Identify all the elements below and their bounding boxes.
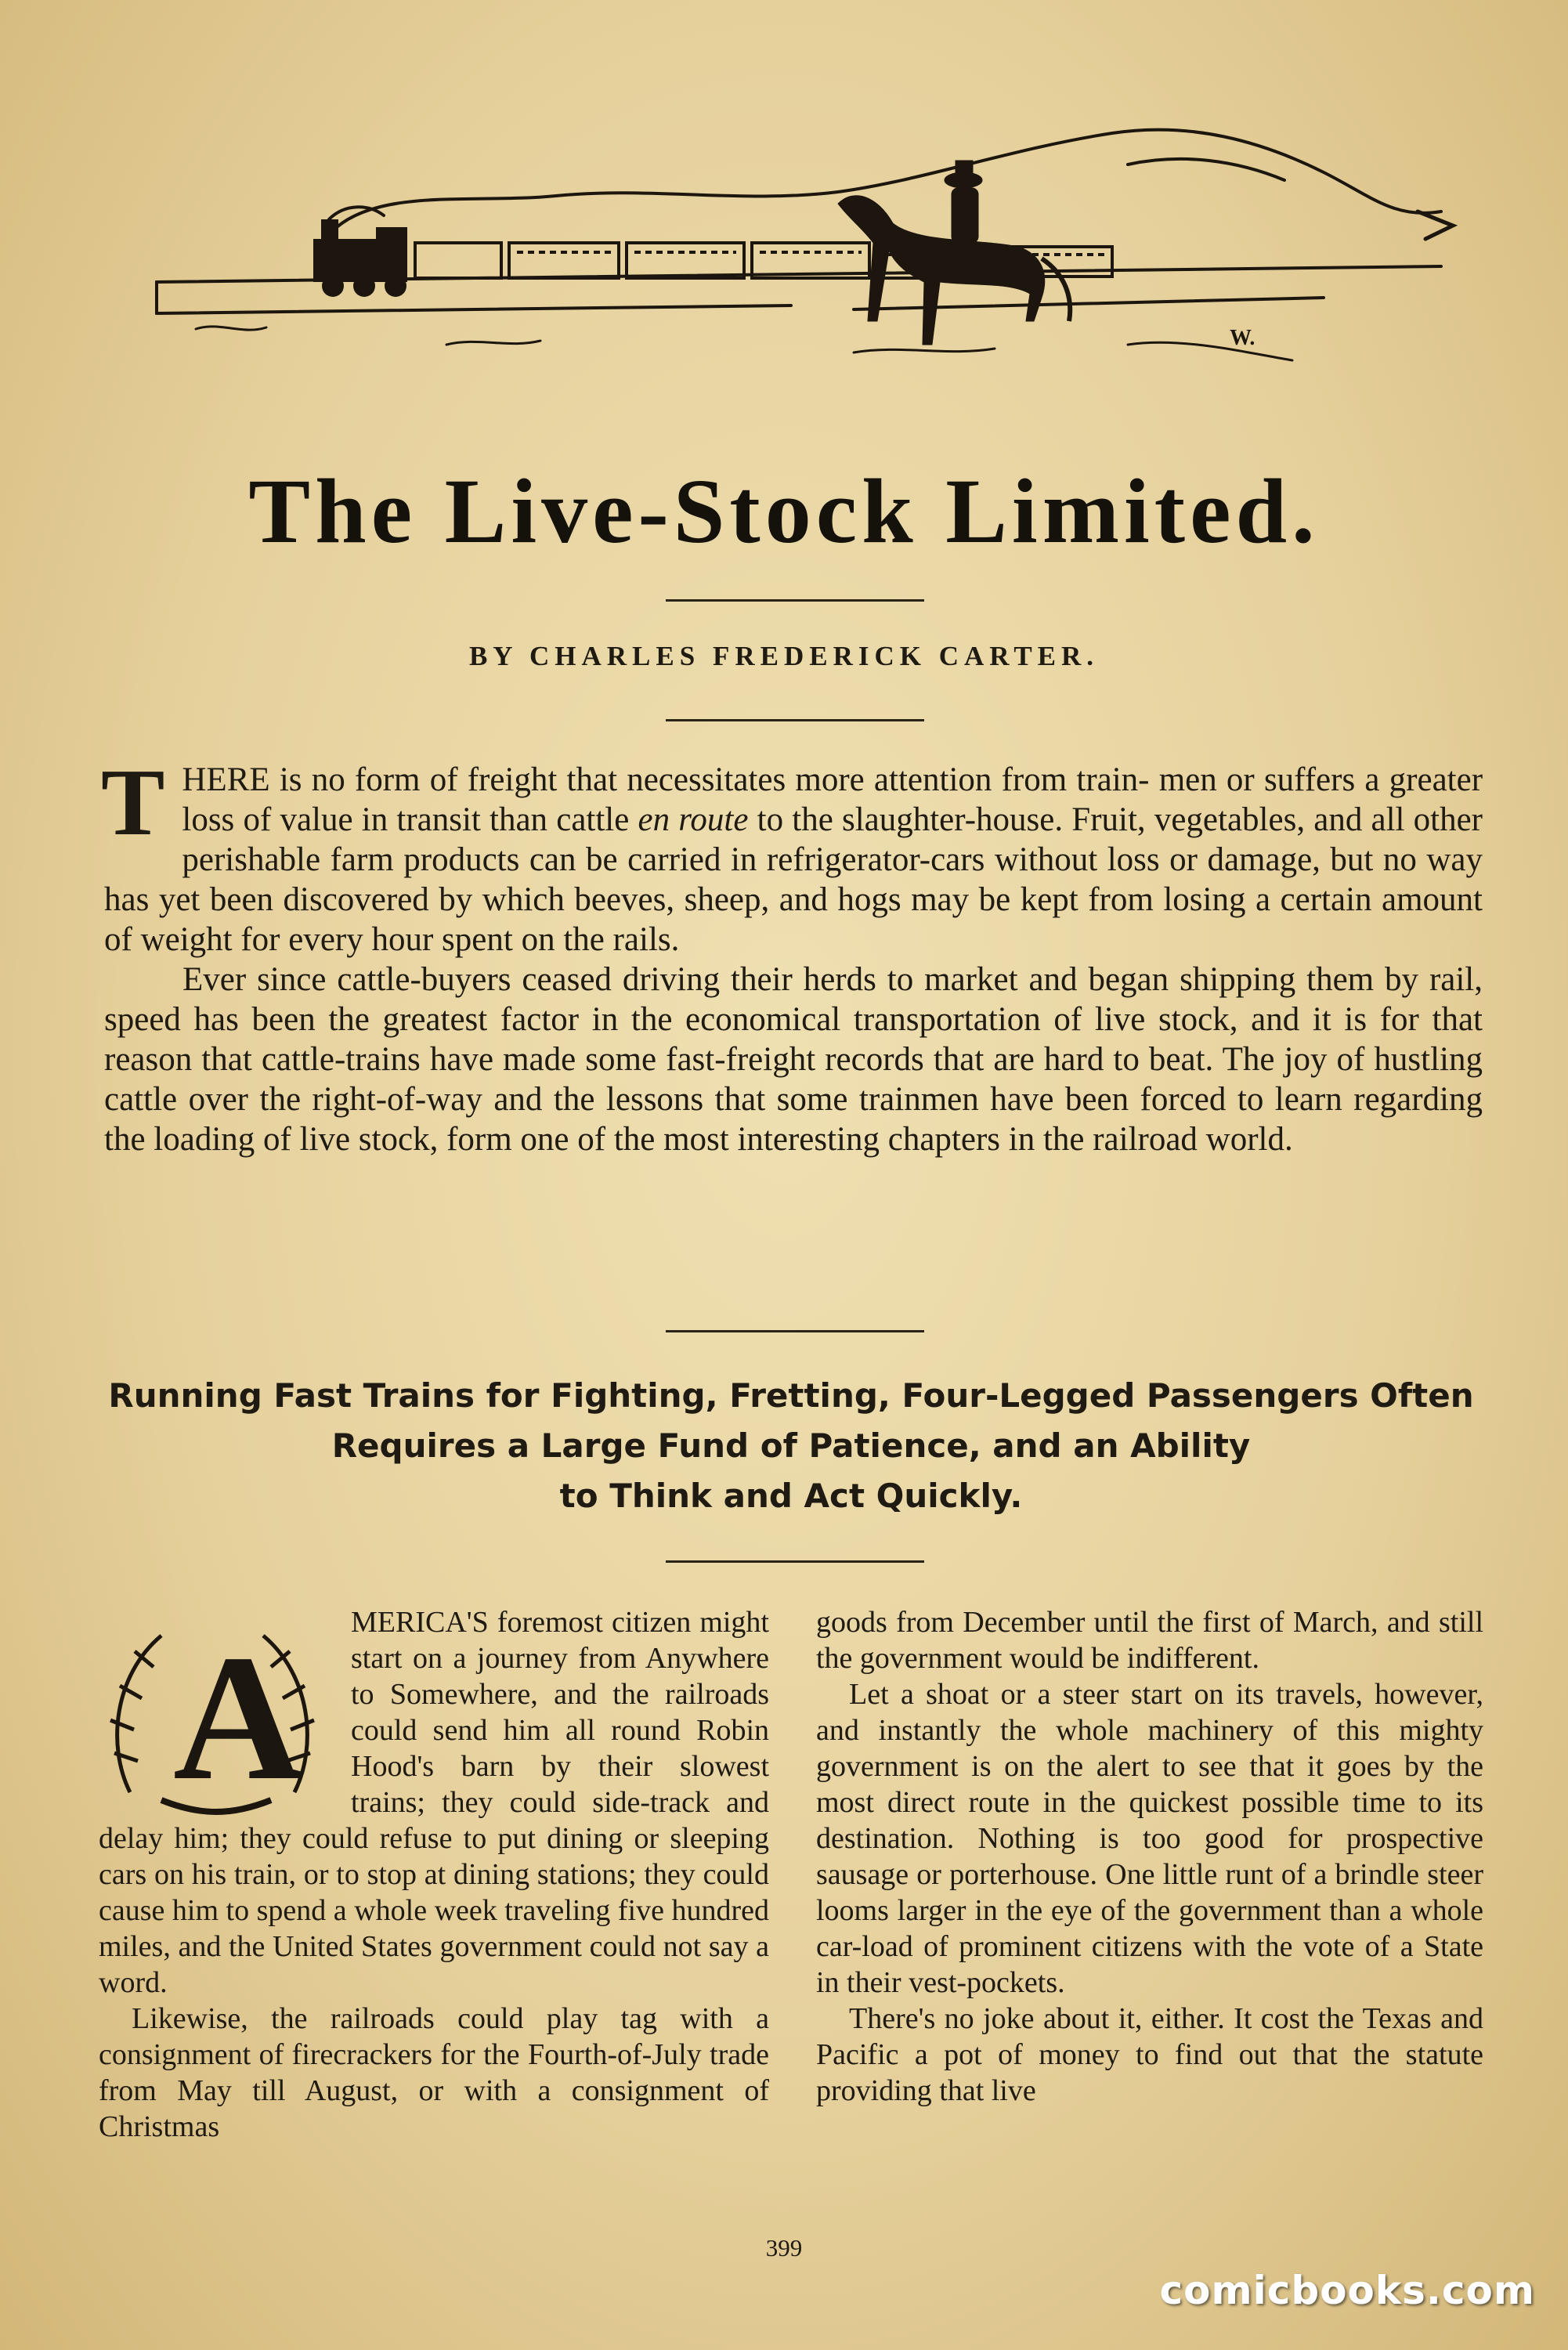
body-right-paragraph-1: goods from December until the first of March, and still the government would be indifferent. [816,1606,1483,1675]
intro-p1-line1: HERE is no form of freight that necessitates more attention from train- [182,761,1150,798]
article-title: The Live-Stock Limited. [248,460,1320,562]
intro-section [101,750,1483,1159]
intro-p1-line2-pre: men or suffers a greater loss of value in transit than cattle [182,761,1483,838]
intro-p1-rest: the slaughter-house. Fruit, vegetables, and all other perishable farm products can be carried in refrigerator-cars without loss or damage, but no way has yet been discovered by which beeves, sheep, and hogs may be kept from losing a certain amount of weight for every hour spent on the rails. [104,801,1483,958]
intro-divider [666,1330,924,1332]
article-subheading [94,1371,1488,1521]
illustration-initials: W. [1230,326,1255,350]
intro-drop-cap: T [101,750,165,855]
subheading-line-1: Running Fast Trains for Fighting, Fretting, Four-Legged Passengers Often [108,1376,1474,1415]
intro-paragraph-2: Ever since cattle-buyers ceased driving their herds to market and began shipping them by rail, speed has been the greatest factor in the economical transportation of live stock, and it is for that reason that cattle-trains have made some fast-freight records that are hard to beat. The joy of hustling cattle over the right-of-way and the lessons that some trainmen have been forced to learn regarding the loading of live stock, form one of the most interesting chapters in the railroad world. [104,961,1483,1158]
site-watermark: comicbooks.com [1159,2268,1535,2313]
article-byline: BY CHARLES FREDERICK CARTER. [468,641,1100,671]
ornamental-drop-cap [99,1604,334,1816]
body-right-paragraph-3: There's no joke about it, either. It cost the Texas and Pacific a pot of money to find out that the statute providing that live [816,2002,1483,2107]
intro-p1-italic: en route [638,801,749,838]
intro-paragraph-1 [101,750,1483,960]
body-right-paragraph-2: Let a shoat or a steer start on its travels, however, and instantly the whole machinery of this mighty government is on the alert to see that it goes by the most direct route in the quickest possible time to its destination. Nothing is too good for prospective sausage or porterhouse. One little runt of a brindle steer looms larger in the eye of the government than a whole car-load of prominent citizens with the vote of a State in their vest-pockets. [816,1678,1483,1999]
body-column-right [816,1604,1483,2109]
page-number: 399 [765,2234,803,2261]
subheading-line-3: to Think and Act Quickly. [559,1477,1023,1515]
train-cowboy-illustration [149,86,1465,400]
byline-divider [666,719,924,721]
body-left-paragraph-2: Likewise, the railroads could play tag with a consignment of firecrackers for the Fourth-of-July trade from May till August, or with a consignment of Christmas [99,2002,769,2143]
subheading-line-2: Requires a Large Fund of Patience, and an Ability [331,1426,1251,1465]
subheading-divider [666,1560,924,1563]
intro-p1-line2-post: to [748,801,784,838]
body-column-left [99,1604,769,2145]
body-left-paragraph-1: MERICA'S foremost citizen might start on a journey from Anywhere to Somewhere, and the railroads could send him all round Robin Hood's barn by their slowest trains; they could side-track and delay him; they could refuse to put dining or sleeping cars on his train, or to stop at dining stations; they could cause him to spend a whole week traveling five hundred miles, and the United States government could not say a word. [99,1606,769,1999]
title-divider [666,599,924,602]
drop-cap-letter: A [173,1618,304,1817]
